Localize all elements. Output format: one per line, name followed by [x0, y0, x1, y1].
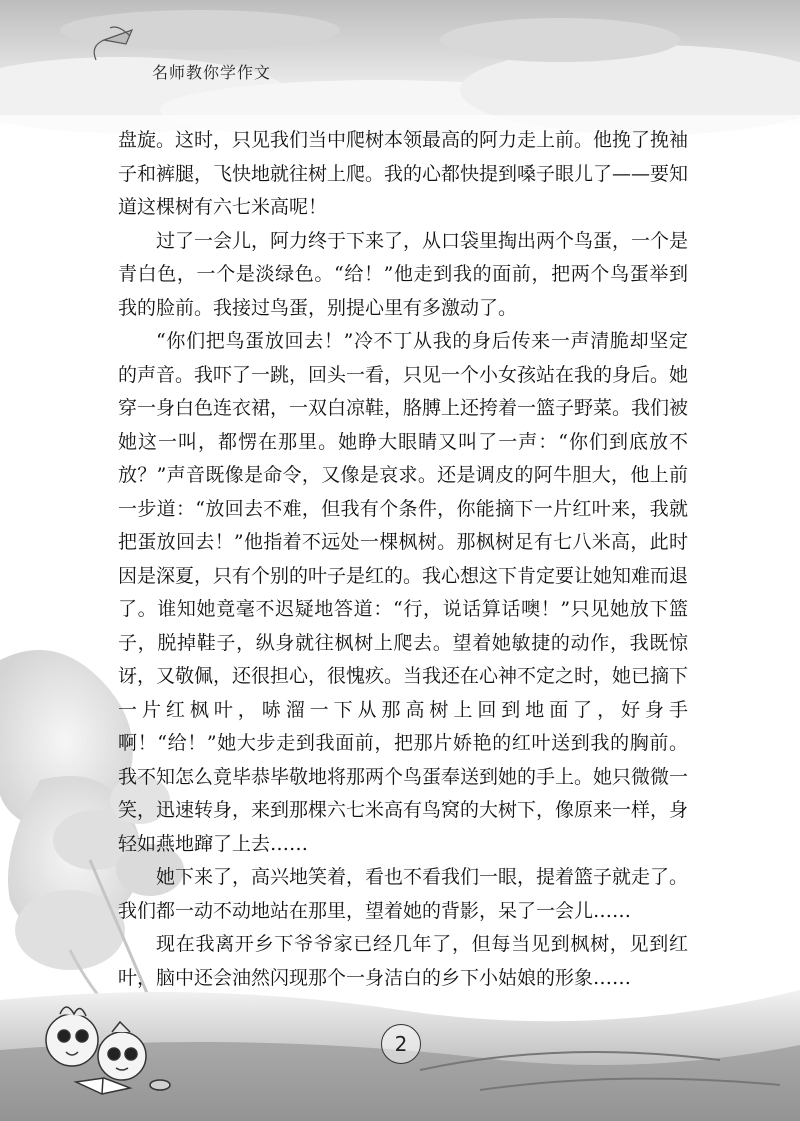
article-body: [118, 124, 688, 995]
paragraph-3: “你们把鸟蛋放回去！”冷不丁从我的身后传来一声清脆却坚定的声音。我吓了一跳，回头一看，只见一个小女孩站在我的身后。她穿一身白色连衣裙，一双白凉鞋，胳膊上还挎着一篮子野菜。我们被她这一叫，都愣在那里。她睁大眼睛又叫了一声：“你们到底放不放？”声音既像是命令，又像是哀求。还是调皮的阿牛胆大，他上前一步道：“放回去不难，但我有个条件，你能摘下一片红叶来，我就把蛋放回去！”他指着不远处一棵枫树。那枫树足有七八米高，此时因是深夏，只有个别的叶子是红的。我心想这下肯定要让她知难而退了。谁知她竟毫不迟疑地答道：“行，说话算话噢！”只见她放下篮子，脱掉鞋子，纵身就往枫树上爬去。望着她敏捷的动作，我既惊讶，又敬佩，还很担心，很愧疚。当我还在心神不定之时，她已摘下一片红枫叶，哧溜一下从那高树上回到地面了，好身手啊！“给！”她大步走到我面前，把那片娇艳的红叶送到我的胸前。我不知怎么竟毕恭毕敬地将那两个鸟蛋奉送到她的手上。她只微微一笑，迅速转身，来到那棵六七米高有鸟窝的大树下，像原来一样，身轻如燕地蹿了上去……: [118, 330, 689, 855]
page-number-badge: 2: [381, 1024, 421, 1064]
paragraph-1: 盘旋。这时，只见我们当中爬树本领最高的阿力走上前。他挽了挽袖子和裤腿，飞快地就往树上爬。我的心都快提到嗓子眼儿了——要知道这棵树有六七米高呢！: [118, 129, 689, 218]
header-book-title: 名师教你学作文: [152, 63, 272, 82]
paragraph-5: 现在我离开乡下爷爷家已经几年了，但每当见到枫树，见到红叶，脑中还会油然闪现那个一身洁白的乡下小姑娘的形象……: [118, 933, 688, 989]
paragraph-4: 她下来了，高兴地笑着，看也不看我们一眼，提着篮子就走了。我们都一动不动地站在那里，望着她的背影，呆了一会儿……: [118, 866, 689, 922]
paragraph-2: 过了一会儿，阿力终于下来了，从口袋里掏出两个鸟蛋，一个是青白色，一个是淡绿色。“给！”他走到我的面前，把两个鸟蛋举到我的脸前。我接过鸟蛋，别提心里有多激动了。: [118, 229, 689, 319]
